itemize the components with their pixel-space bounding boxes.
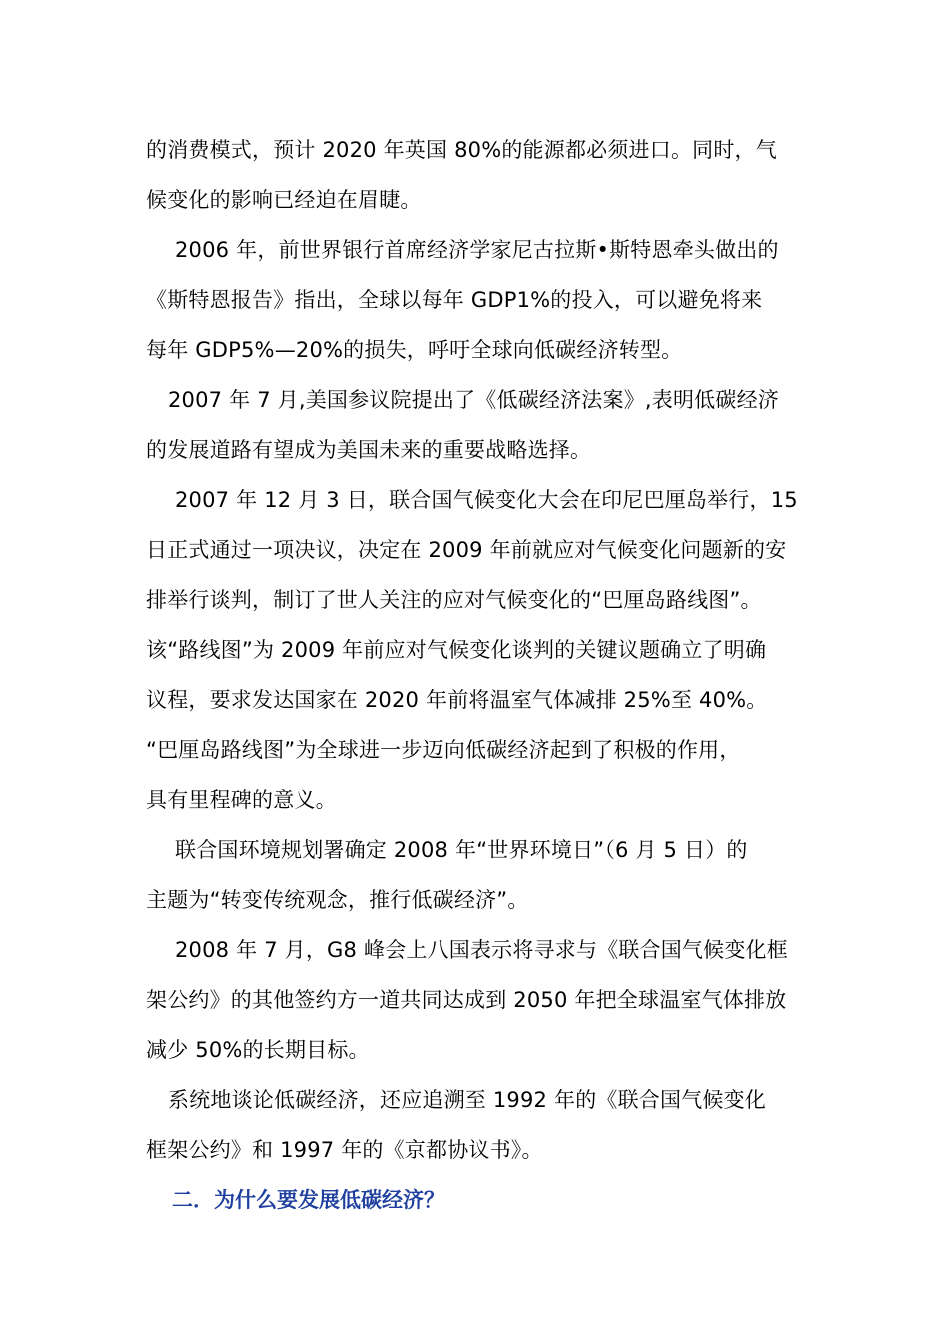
paragraph-line: 排举行谈判，制订了世人关注的应对气候变化的“巴厘岛路线图”。 [146,588,762,612]
paragraph-line: 《斯特恩报告》指出，全球以每年 GDP1%的投入，可以避免将来 [146,288,763,312]
paragraph-line: 具有里程碑的意义。 [146,788,337,812]
paragraph-line: 候变化的影响已经迫在眉睫。 [146,188,422,212]
paragraph-line: 的消费模式，预计 2020 年英国 80%的能源都必须进口。同时，气 [146,138,777,162]
section-heading: 二．为什么要发展低碳经济？ [172,1188,445,1212]
paragraph-line: 架公约》的其他签约方一道共同达成到 2050 年把全球温室气体排放 [146,988,787,1012]
paragraph-line: 减少 50%的长期目标。 [146,1038,370,1062]
paragraph-line: 系统地谈论低碳经济，还应追溯至 1992 年的《联合国气候变化 [168,1088,766,1112]
paragraph-line: 联合国环境规划署确定 2008 年“世界环境日”（6 月 5 日）的 [175,838,748,862]
paragraph-line: 2007 年 7 月,美国参议院提出了《低碳经济法案》,表明低碳经济 [168,388,779,412]
paragraph-line: 日正式通过一项决议，决定在 2009 年前就应对气候变化问题新的安 [146,538,787,562]
paragraph-line: 的发展道路有望成为美国未来的重要战略选择。 [146,438,592,462]
paragraph-line: 主题为“转变传统观念，推行低碳经济”。 [146,888,529,912]
paragraph-line: 2006 年，前世界银行首席经济学家尼古拉斯•斯特恩牵头做出的 [175,238,779,262]
paragraph-line: 议程，要求发达国家在 2020 年前将温室气体减排 25%至 40%。 [146,688,768,712]
paragraph-line: 框架公约》和 1997 年的《京都协议书》。 [146,1138,543,1162]
paragraph-line: 该“路线图”为 2009 年前应对气候变化谈判的关键议题确立了明确 [146,638,767,662]
paragraph-line: “巴厘岛路线图”为全球进一步迈向低碳经济起到了积极的作用， [146,738,741,762]
paragraph-line: 2007 年 12 月 3 日，联合国气候变化大会在印尼巴厘岛举行，15 [175,488,798,512]
paragraph-line: 2008 年 7 月，G8 峰会上八国表示将寻求与《联合国气候变化框 [175,938,788,962]
paragraph-line: 每年 GDP5%—20%的损失，呼吁全球向低碳经济转型。 [146,338,683,362]
